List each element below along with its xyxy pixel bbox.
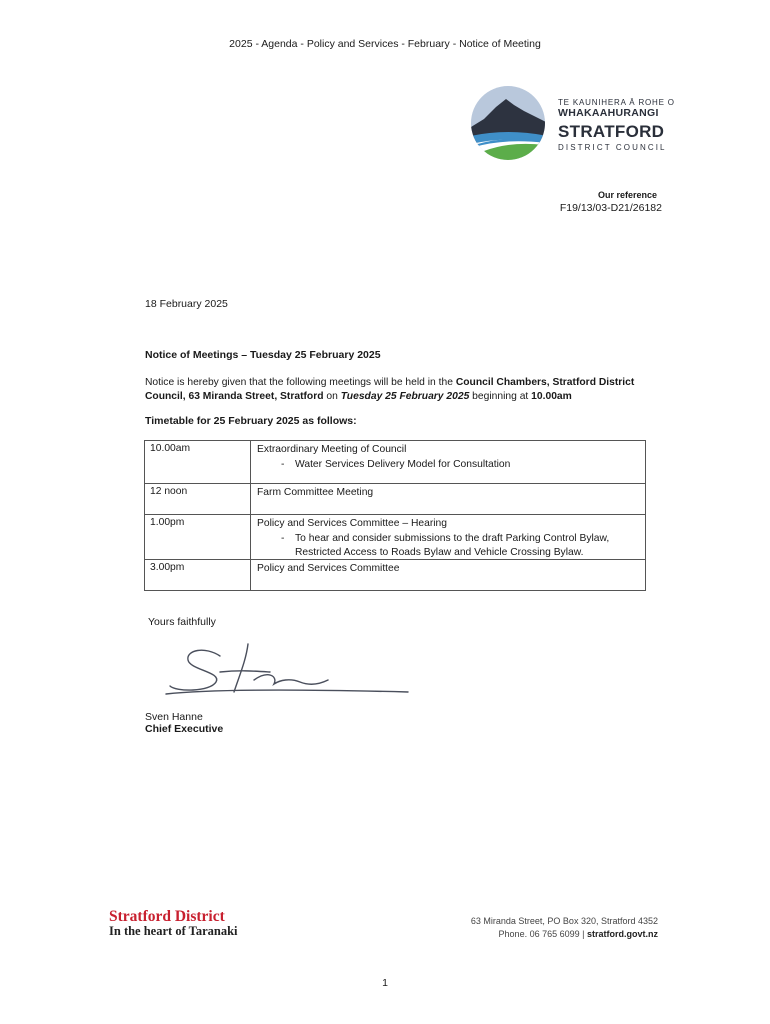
council-logo-emblem — [466, 85, 552, 165]
logo-text-stratford: STRATFORD — [558, 122, 665, 141]
table-row — [145, 560, 645, 591]
reference-number: F19/13/03-D21/26182 — [559, 202, 662, 214]
signatory-name: Sven Hanne — [145, 711, 203, 723]
footer-contact-block — [430, 915, 658, 941]
timetable-description — [251, 484, 645, 501]
list-dash: - — [281, 532, 285, 544]
timetable-time: 1.00pm — [145, 515, 251, 559]
notice-heading: Notice of Meetings – Tuesday 25 February 2025 — [145, 349, 381, 361]
timetable-sub-item-text: Water Services Delivery Model for Consultation — [295, 458, 511, 470]
timetable-description — [251, 560, 645, 577]
signature — [150, 640, 410, 710]
table-row — [145, 484, 645, 515]
footer-brand-tagline: In the heart of Taranaki — [109, 924, 238, 938]
footer-brand-name: Stratford District — [109, 908, 225, 925]
notice-body-text: beginning at — [469, 390, 532, 402]
timetable-description — [251, 441, 645, 472]
timetable-sub-item-text: To hear and consider submissions to the draft Parking Control Bylaw, Restricted Access to Roads Bylaw and Vehicle Crossing Bylaw. — [295, 532, 610, 558]
letter-date: 18 February 2025 — [145, 298, 228, 310]
logo-text-maori-line: TE KAUNIHERA Ā ROHE O — [558, 98, 675, 107]
page-header-title: 2025 - Agenda - Policy and Services - February - Notice of Meeting — [229, 38, 541, 50]
table-row — [145, 515, 645, 560]
notice-time: 10.00am — [531, 390, 572, 402]
footer-separator: | — [582, 929, 585, 939]
timetable-sub-item — [257, 458, 645, 473]
reference-label: Our reference — [597, 190, 657, 200]
council-logo — [466, 85, 675, 165]
footer-phone: Phone. 06 765 6099 — [498, 929, 580, 939]
logo-text-whakaahurangi: WHAKAAHURANGI — [558, 107, 659, 119]
timetable-meeting-title: Policy and Services Committee – Hearing — [257, 518, 447, 529]
notice-venue: Council Chambers, Stratford District Council, 63 Miranda Street, Stratford — [145, 377, 635, 402]
logo-text-district-council: DISTRICT COUNCIL — [558, 143, 667, 152]
closing-salutation: Yours faithfully — [148, 616, 216, 628]
footer-brand — [109, 910, 238, 938]
timetable-time: 3.00pm — [145, 560, 251, 591]
notice-body-text: Notice is hereby given that the following meetings will be held in the — [145, 377, 456, 388]
timetable-time: 10.00am — [145, 441, 251, 483]
table-row — [145, 441, 645, 484]
signatory-title: Chief Executive — [145, 723, 224, 735]
list-dash: - — [281, 458, 285, 470]
page-number: 1 — [382, 977, 388, 989]
timetable-description — [251, 515, 645, 561]
footer-contact — [430, 928, 658, 941]
notice-body-text: on — [323, 390, 341, 402]
timetable — [144, 440, 646, 591]
notice-body — [145, 376, 655, 403]
timetable-sub-item — [257, 532, 645, 561]
timetable-meeting-title: Policy and Services Committee — [257, 563, 400, 574]
notice-date: Tuesday 25 February 2025 — [340, 390, 470, 402]
timetable-time: 12 noon — [145, 484, 251, 514]
timetable-heading: Timetable for 25 February 2025 as follows: — [145, 415, 357, 427]
footer-address: 63 Miranda Street, PO Box 320, Stratford 4352 — [470, 916, 658, 926]
footer-website: stratford.govt.nz — [587, 929, 658, 939]
timetable-meeting-title: Extraordinary Meeting of Council — [257, 444, 407, 455]
timetable-meeting-title: Farm Committee Meeting — [257, 487, 374, 498]
